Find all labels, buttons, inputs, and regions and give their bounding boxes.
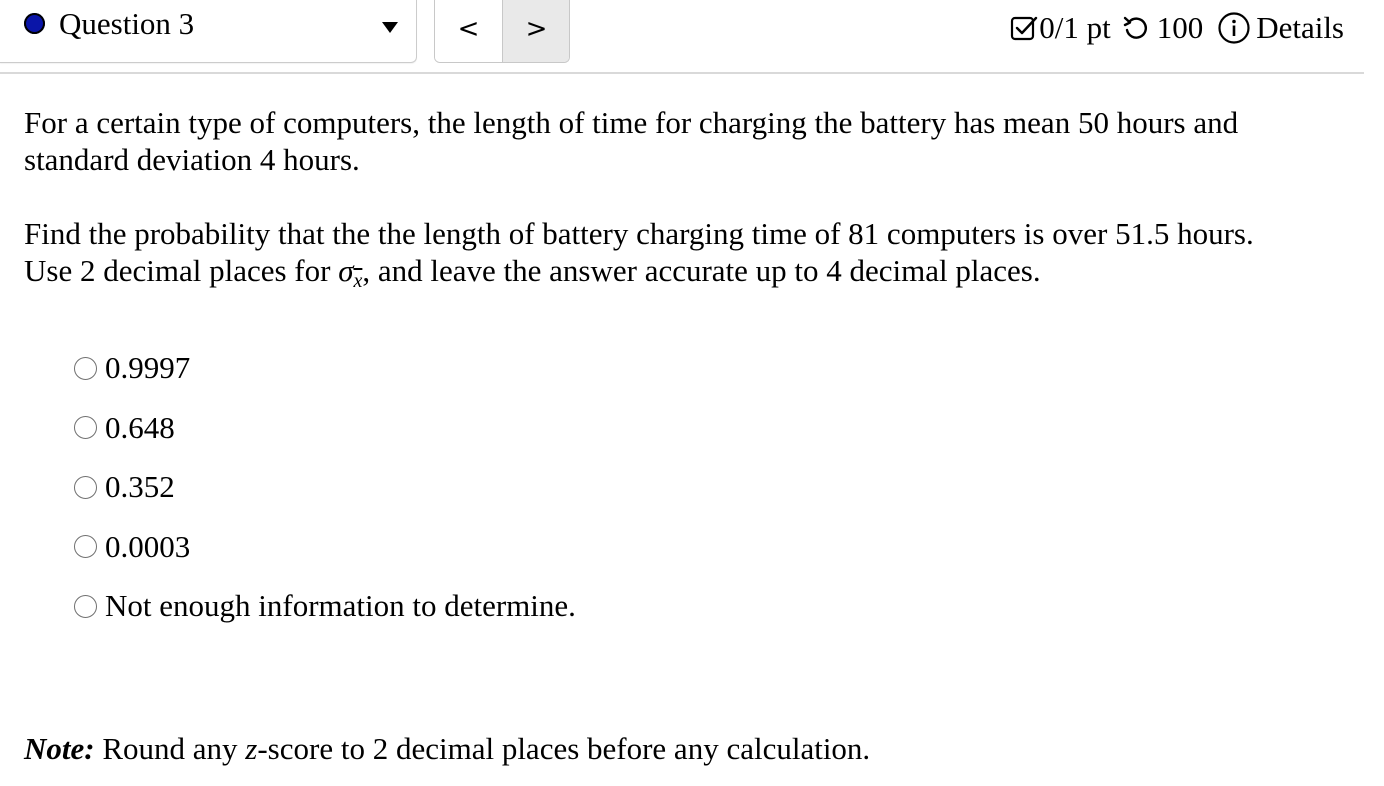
question-status: [1009, 8, 1344, 48]
note-text-before: Round any: [94, 731, 246, 766]
answer-option-label: 0.0003: [105, 528, 191, 564]
radio-button[interactable]: [74, 595, 97, 618]
status-dot-icon: [24, 13, 45, 34]
answer-options: [74, 348, 576, 646]
answer-option[interactable]: [74, 586, 576, 626]
sigma-letter: σ: [338, 253, 354, 288]
answer-option[interactable]: [74, 408, 576, 448]
note-prefix: Note:: [24, 731, 95, 766]
xbar-subscript: x: [353, 270, 363, 292]
answer-option-label: 0.648: [105, 409, 175, 445]
question-label: Question 3: [59, 6, 195, 41]
answer-option-label: 0.9997: [105, 350, 191, 385]
question-line-2a: Find the probability that the the length of battery charging time of 81 computers is over 51.5 hours.: [24, 216, 1254, 251]
answer-option[interactable]: [74, 348, 576, 388]
chevron-left-icon: <: [457, 14, 480, 44]
question-line-2b-start: Use 2 decimal places for: [24, 253, 339, 288]
answer-option-label: 0.352: [105, 469, 175, 504]
question-header: [0, 0, 1364, 74]
previous-question-button[interactable]: [435, 0, 502, 62]
sigma-xbar-symbol: [338, 253, 363, 292]
caret-down-icon: [382, 22, 398, 33]
details-link[interactable]: [1217, 10, 1344, 46]
note-text-after: -score to 2 decimal places before any calculation.: [257, 731, 871, 766]
question-line-2b-end: , and leave the answer accurate up to 4 decimal places.: [362, 253, 1041, 288]
radio-button[interactable]: [74, 535, 97, 558]
note-text: [24, 729, 870, 769]
question-body: [24, 104, 1344, 300]
question-paragraph-2: [24, 215, 1344, 300]
radio-button[interactable]: [74, 476, 97, 499]
answer-option-label: Not enough information to determine.: [105, 588, 576, 623]
question-selector[interactable]: [0, 0, 417, 63]
next-question-button[interactable]: [502, 0, 570, 62]
details-label: Details: [1256, 10, 1344, 45]
question-navigation: [434, 0, 570, 63]
info-icon: [1217, 11, 1251, 45]
radio-button[interactable]: [74, 357, 97, 380]
chevron-right-icon: >: [525, 14, 548, 44]
answer-option[interactable]: [74, 467, 576, 507]
retry-icon: [1121, 13, 1151, 43]
answer-option[interactable]: [74, 527, 576, 567]
score-text: 0/1 pt: [1039, 10, 1111, 45]
note-z-symbol: z: [245, 731, 258, 766]
question-paragraph-1: For a certain type of computers, the length of time for charging the battery has mean 50 hours and standard deviation 4 hours.: [24, 105, 1239, 177]
attempts-text: 100: [1156, 10, 1204, 45]
radio-button[interactable]: [74, 416, 97, 439]
checkbox-icon: [1009, 13, 1039, 43]
